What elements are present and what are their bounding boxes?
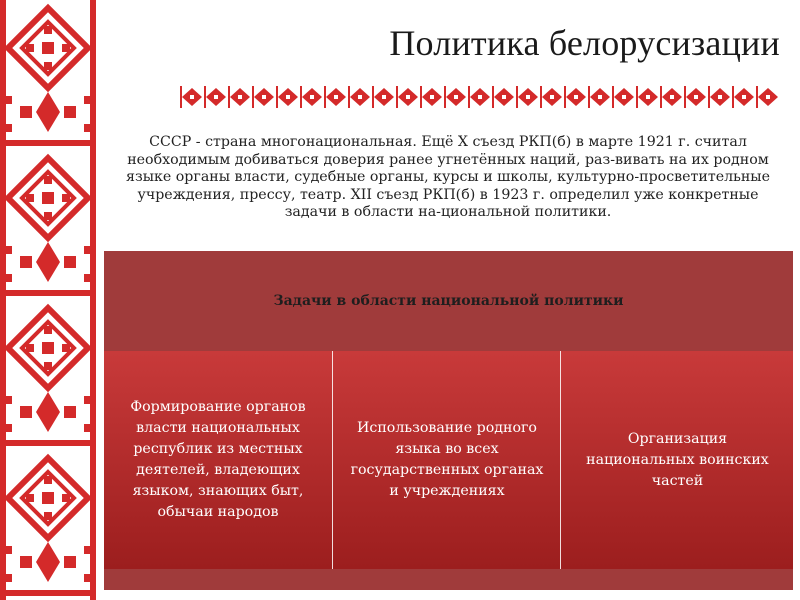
table-header [104, 251, 793, 351]
slide-title: Политика белорусизации [389, 23, 780, 63]
table-cell [332, 351, 561, 569]
intro-paragraph: СССР - страна многонациональная. Ещё Х съезд РКП(б) в марте 1921 г. считал необходимым добиваться доверия ранее угнетённых наций, раз-вивать на их родном языке органы власти, судебные органы, курсы и школы, культурно-просветительные учреждения, прессу, театр. XII съезд РКП(б) в 1923 г. определил уже конкретные задачи в области на-циональной политики. [126, 134, 770, 221]
table-cell-text: Использование родного языка во всех государственных органах и учреждениях [350, 420, 544, 499]
table-footer [104, 569, 793, 590]
table-cell [560, 351, 794, 569]
table-cell-text: Организация национальных воинских частей [586, 430, 769, 489]
table-header-label: Задачи в области национальной политики [273, 293, 624, 309]
decorative-band [180, 86, 780, 108]
table-cell-text: Формирование органов власти национальных республик из местных деятелей, владеющих языком, знающих быт, обычаи народов [130, 399, 306, 520]
tasks-table [104, 251, 793, 590]
decorative-ornament [0, 0, 96, 600]
table-body [104, 351, 793, 569]
table-cell [104, 351, 332, 569]
